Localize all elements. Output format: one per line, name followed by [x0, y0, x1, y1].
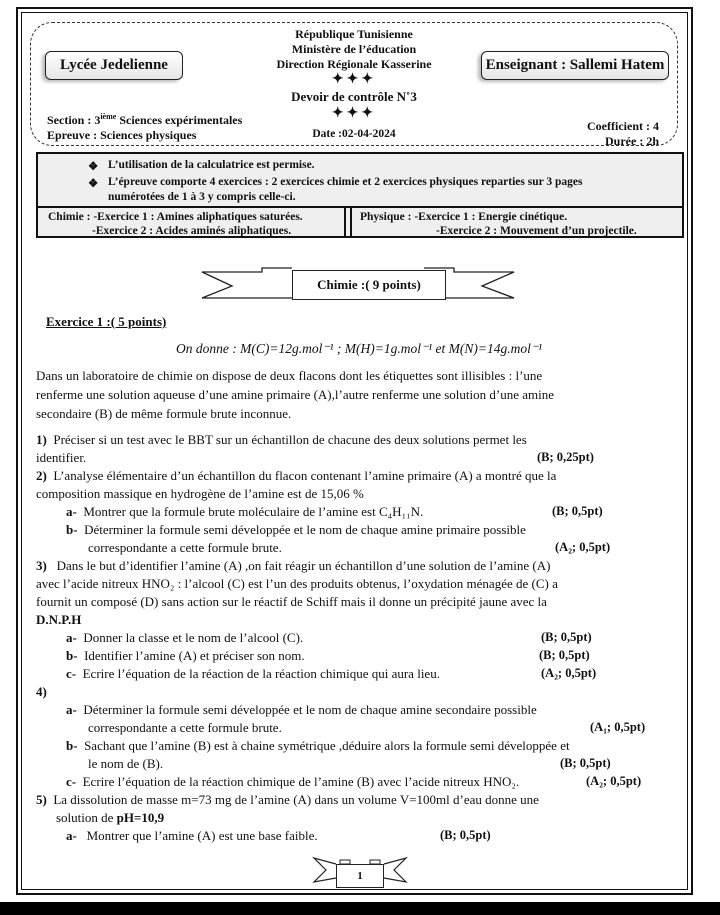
- chemistry-exercises: Chimie : -Exercice 1 : Amines aliphatiques saturées. -Exercice 2 : Acides aminés aliphatiques.: [38, 208, 346, 236]
- instructions-box: ❖ L’utilisation de la calculatrice est permise. ❖ L’épreuve comporte 4 exercices : 2 exercices chimie et 2 exercices physiques reparties sur 3 pages numérotées de 1 à 3 y compris celle-ci. Chimie : -Exercice 1 : Amines aliphatiques saturées. -Exercice 2 : Acides aminés aliphatiques. Physique : -Exercice 1 : Energie cinétique. -Exercice 2 : Mouvement d’un projectile.: [36, 152, 684, 238]
- question-3c: c- Ecrire l’équation de la réaction de la réaction chimique qui aura lieu.: [66, 666, 440, 681]
- page-number: 1: [336, 864, 384, 888]
- school-name-box: Lycée Jedelienne: [45, 51, 183, 80]
- section-info: Section : 3ième Sciences expérimentales: [47, 112, 243, 127]
- intro-line: secondaire (B) de même formule brute inconnue.: [36, 406, 292, 421]
- page-number-banner: [312, 854, 408, 888]
- question-3: 3) Dans le but d’identifier l’amine (A) ,on fait réagir un échantillon d’une solution de l’amine (A): [36, 558, 551, 573]
- points-badge: (B; 0,25pt): [537, 450, 594, 464]
- question-4c: c- Ecrire l’équation de la réaction chimique de l’amine (B) avec l’acide nitreux HNO₂.: [66, 774, 520, 789]
- question-5a: a- Montrer que l’amine (A) est une base faible.: [66, 828, 318, 843]
- bottom-bar: [0, 902, 720, 915]
- question-1: 1) Préciser si un test avec le BBT sur un échantillon de chacune des deux solutions permet les: [36, 432, 527, 447]
- physics-exercises: Physique : -Exercice 1 : Energie cinétique. -Exercice 2 : Mouvement d’un projectile.: [350, 208, 684, 236]
- given-data: On donne : M(C)=12g.mol⁻¹ ; M(H)=1g.mol⁻¹ et M(N)=14g.mol⁻¹: [176, 341, 543, 356]
- points-badge: (B; 0,5pt): [541, 630, 592, 644]
- question-2b: b- Déterminer la formule semi développée et le nom de chaque amine primaire possible: [66, 522, 526, 537]
- question-2: 2) L’analyse élémentaire d’un échantillon du flacon contenant l’amine primaire (A) a montré que la: [36, 468, 557, 483]
- question-4a: a- Déterminer la formule semi développée et le nom de chaque amine secondaire possible: [66, 702, 537, 717]
- points-badge: (B; 0,5pt): [440, 828, 491, 842]
- coefficient-info: Coefficient : 4: [587, 119, 659, 133]
- stars-decoration-icon: ✦✦✦: [331, 72, 377, 87]
- points-badge: (B; 0,5pt): [552, 504, 603, 518]
- exam-title: Devoir de contrôle N˚3: [291, 89, 417, 104]
- points-badge: (B; 0,5pt): [539, 648, 590, 662]
- question-3a: a- Donner la classe et le nom de l’alcool (C).: [66, 630, 304, 645]
- question-3b: b- Identifier l’amine (A) et préciser son nom.: [66, 648, 305, 663]
- exercise-title: Exercice 1 :( 5 points): [46, 314, 167, 329]
- question-4: 4): [36, 684, 47, 699]
- question-2a: a- Montrer que la formule brute moléculaire de l’amine est C₄H₁₁N.: [66, 504, 424, 519]
- points-badge: (A₂; 0,5pt): [541, 666, 597, 680]
- intro-line: Dans un laboratoire de chimie on dispose de deux flacons dont les étiquettes sont illisibles : l’une: [36, 368, 543, 383]
- ministry-label: Ministère de l’éducation: [291, 42, 417, 56]
- republic-label: République Tunisienne: [295, 27, 413, 41]
- points-badge: (A₁; 0,5pt): [590, 720, 646, 734]
- exam-header: [30, 22, 678, 146]
- intro-line: renferme une solution aqueuse d’une amine primaire (A),l’autre renferme une solution d’une amine: [36, 387, 554, 402]
- duration-info: Durée : 2h: [605, 134, 659, 148]
- chemistry-section-banner: [198, 266, 518, 306]
- teacher-name-box: Enseignant : Sallemi Hatem: [481, 51, 669, 80]
- exam-date: Date :02-04-2024: [312, 128, 396, 140]
- points-badge: (A₂; 0,5pt): [555, 540, 611, 554]
- direction-label: Direction Régionale Kasserine: [276, 57, 432, 71]
- section-title: Chimie :( 9 points): [292, 270, 446, 300]
- points-badge: (A₂; 0,5pt): [586, 774, 642, 788]
- question-5: 5) La dissolution de masse m=73 mg de l’amine (A) dans un volume V=100ml d’eau donne une: [36, 792, 539, 807]
- epreuve-info: Epreuve : Sciences physiques: [47, 128, 197, 142]
- points-badge: (B; 0,5pt): [560, 756, 611, 770]
- diamond-bullet-icon: ❖: [88, 161, 99, 173]
- stars-decoration-icon: ✦✦✦: [331, 106, 377, 121]
- question-4b: b- Sachant que l’amine (B) est à chaine symétrique ,déduire alors la formule semi développée et: [66, 738, 570, 753]
- diamond-bullet-icon: ❖: [88, 178, 99, 190]
